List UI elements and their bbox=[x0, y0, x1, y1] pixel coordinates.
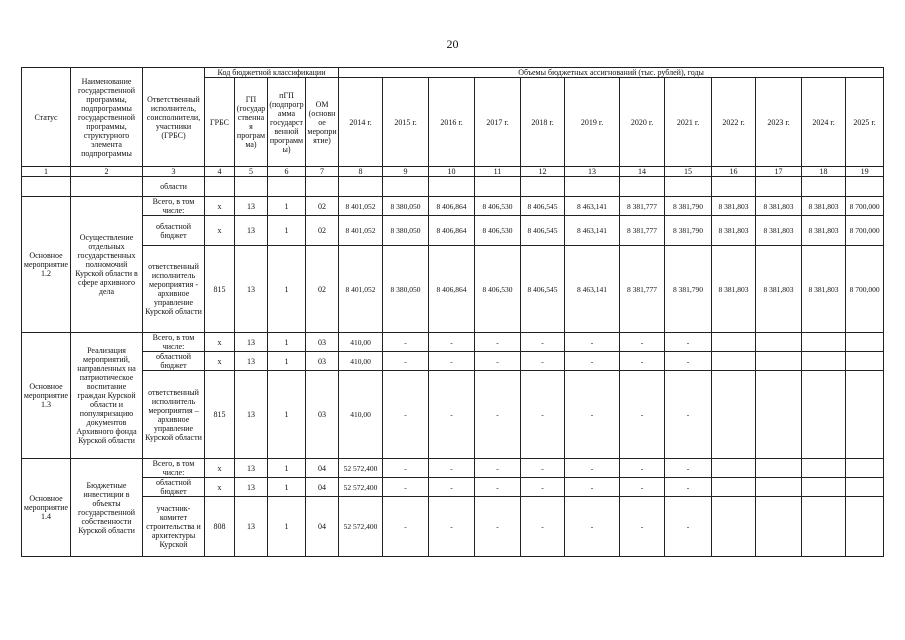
row-value: 8 381,777 bbox=[620, 216, 665, 246]
table-row bbox=[22, 216, 884, 246]
row-value: - bbox=[521, 459, 565, 478]
row-grbs: 808 bbox=[205, 497, 235, 557]
row-value bbox=[712, 333, 756, 352]
header-responsible: Ответственный исполнитель, соисполнители, участники (ГРБС) bbox=[143, 68, 205, 167]
row-value: - bbox=[475, 333, 521, 352]
row-value: 8 700,000 bbox=[846, 216, 884, 246]
row-value: 8 406,864 bbox=[429, 197, 475, 216]
row-responsible: Всего, в том числе: bbox=[143, 197, 205, 216]
row-value: - bbox=[383, 371, 429, 459]
column-number: 11 bbox=[475, 167, 521, 177]
row-value bbox=[846, 459, 884, 478]
column-number: 15 bbox=[665, 167, 712, 177]
header-year: 2024 г. bbox=[802, 78, 846, 167]
row-value bbox=[846, 333, 884, 352]
table-row bbox=[22, 497, 884, 557]
row-responsible: областной бюджет bbox=[143, 352, 205, 371]
row-program-name: Реализация мероприятий, направленных на патриотическое воспитание граждан Курской области и популяризацию документов Архивного фонда Курской области bbox=[71, 333, 143, 459]
row-value: 8 406,545 bbox=[521, 246, 565, 333]
row-value: 8 406,530 bbox=[475, 216, 521, 246]
row-value: - bbox=[665, 497, 712, 557]
row-value: - bbox=[620, 371, 665, 459]
row-gp: 13 bbox=[235, 478, 268, 497]
row-value: 410,00 bbox=[339, 333, 383, 352]
column-number: 2 bbox=[71, 167, 143, 177]
row-value: - bbox=[620, 497, 665, 557]
row-value: 8 700,000 bbox=[846, 197, 884, 216]
row-value: 8 381,803 bbox=[802, 246, 846, 333]
table-row bbox=[22, 478, 884, 497]
row-om: 02 bbox=[306, 246, 339, 333]
row-pgp: 1 bbox=[268, 216, 306, 246]
row-value: - bbox=[383, 497, 429, 557]
row-value bbox=[846, 371, 884, 459]
row-value: 8 381,803 bbox=[756, 246, 802, 333]
row-om: 03 bbox=[306, 333, 339, 352]
budget-table bbox=[21, 67, 884, 557]
header-year: 2016 г. bbox=[429, 78, 475, 167]
row-value bbox=[756, 497, 802, 557]
row-value: - bbox=[429, 478, 475, 497]
row-value bbox=[802, 352, 846, 371]
row-status: Основное мероприятие 1.3 bbox=[22, 333, 71, 459]
header-year: 2023 г. bbox=[756, 78, 802, 167]
header-year: 2017 г. bbox=[475, 78, 521, 167]
column-number: 14 bbox=[620, 167, 665, 177]
row-gp: 13 bbox=[235, 216, 268, 246]
row-value: - bbox=[665, 478, 712, 497]
column-number: 17 bbox=[756, 167, 802, 177]
row-value: - bbox=[475, 352, 521, 371]
row-responsible: Всего, в том числе: bbox=[143, 459, 205, 478]
row-om: 04 bbox=[306, 478, 339, 497]
row-value: 8 381,803 bbox=[712, 246, 756, 333]
column-number: 1 bbox=[22, 167, 71, 177]
header-gp: ГП (государственная программа) bbox=[235, 78, 268, 167]
row-value: 8 380,050 bbox=[383, 246, 429, 333]
row-value: - bbox=[475, 478, 521, 497]
row-value: - bbox=[620, 333, 665, 352]
row-value: - bbox=[665, 371, 712, 459]
row-value: - bbox=[565, 497, 620, 557]
row-status: Основное мероприятие 1.4 bbox=[22, 459, 71, 557]
column-number: 6 bbox=[268, 167, 306, 177]
row-value bbox=[712, 497, 756, 557]
row-value: - bbox=[521, 371, 565, 459]
row-value: - bbox=[429, 352, 475, 371]
continuation-row bbox=[22, 177, 884, 197]
column-number: 18 bbox=[802, 167, 846, 177]
row-value bbox=[802, 459, 846, 478]
table-row bbox=[22, 459, 884, 478]
row-value bbox=[756, 478, 802, 497]
header-year: 2025 г. bbox=[846, 78, 884, 167]
row-grbs: x bbox=[205, 478, 235, 497]
row-om: 02 bbox=[306, 197, 339, 216]
row-gp: 13 bbox=[235, 333, 268, 352]
header-pgp: пГП (подпрограмма государственной программы) bbox=[268, 78, 306, 167]
row-value: - bbox=[475, 459, 521, 478]
row-gp: 13 bbox=[235, 352, 268, 371]
row-gp: 13 bbox=[235, 497, 268, 557]
row-value bbox=[712, 352, 756, 371]
row-pgp: 1 bbox=[268, 459, 306, 478]
row-pgp: 1 bbox=[268, 352, 306, 371]
header-year: 2014 г. bbox=[339, 78, 383, 167]
row-value: 8 406,545 bbox=[521, 216, 565, 246]
row-value: 8 463,141 bbox=[565, 246, 620, 333]
row-value: 8 406,530 bbox=[475, 246, 521, 333]
row-gp: 13 bbox=[235, 246, 268, 333]
row-value: 8 381,777 bbox=[620, 197, 665, 216]
header-om: ОМ (основное мероприятие) bbox=[306, 78, 339, 167]
row-value bbox=[802, 371, 846, 459]
row-value: - bbox=[521, 333, 565, 352]
row-grbs: 815 bbox=[205, 246, 235, 333]
row-value: - bbox=[429, 459, 475, 478]
column-number: 10 bbox=[429, 167, 475, 177]
column-number: 13 bbox=[565, 167, 620, 177]
row-grbs: x bbox=[205, 216, 235, 246]
header-year: 2018 г. bbox=[521, 78, 565, 167]
column-number: 5 bbox=[235, 167, 268, 177]
row-value: 8 463,141 bbox=[565, 197, 620, 216]
row-value: - bbox=[429, 371, 475, 459]
row-value: - bbox=[620, 478, 665, 497]
row-value bbox=[802, 497, 846, 557]
row-om: 03 bbox=[306, 352, 339, 371]
row-pgp: 1 bbox=[268, 246, 306, 333]
column-number: 3 bbox=[143, 167, 205, 177]
header-grbs: ГРБС bbox=[205, 78, 235, 167]
row-value: - bbox=[475, 371, 521, 459]
column-number-row bbox=[22, 167, 884, 177]
row-grbs: 815 bbox=[205, 371, 235, 459]
row-value: 8 406,864 bbox=[429, 216, 475, 246]
column-number: 8 bbox=[339, 167, 383, 177]
row-value bbox=[756, 459, 802, 478]
row-responsible: Всего, в том числе: bbox=[143, 333, 205, 352]
row-value: 8 401,052 bbox=[339, 246, 383, 333]
row-pgp: 1 bbox=[268, 333, 306, 352]
row-value: - bbox=[429, 497, 475, 557]
row-om: 02 bbox=[306, 216, 339, 246]
row-value: - bbox=[383, 352, 429, 371]
row-value: 52 572,400 bbox=[339, 497, 383, 557]
row-value: - bbox=[565, 352, 620, 371]
row-value: 52 572,400 bbox=[339, 478, 383, 497]
row-value: - bbox=[521, 497, 565, 557]
table-row bbox=[22, 197, 884, 216]
row-pgp: 1 bbox=[268, 371, 306, 459]
header-status: Статус bbox=[22, 68, 71, 167]
row-value bbox=[846, 497, 884, 557]
header-year: 2015 г. bbox=[383, 78, 429, 167]
row-gp: 13 bbox=[235, 371, 268, 459]
row-value: - bbox=[665, 459, 712, 478]
row-grbs: x bbox=[205, 459, 235, 478]
row-value: - bbox=[565, 333, 620, 352]
row-value: - bbox=[383, 459, 429, 478]
column-number: 16 bbox=[712, 167, 756, 177]
row-value: 8 381,790 bbox=[665, 197, 712, 216]
row-responsible: участник-комитет строительства и архитектуры Курской bbox=[143, 497, 205, 557]
row-value: 8 700,000 bbox=[846, 246, 884, 333]
row-grbs: x bbox=[205, 333, 235, 352]
row-value: 8 380,050 bbox=[383, 197, 429, 216]
row-value: - bbox=[383, 333, 429, 352]
row-value: - bbox=[565, 459, 620, 478]
table-row bbox=[22, 246, 884, 333]
row-om: 04 bbox=[306, 497, 339, 557]
row-value: 8 381,803 bbox=[712, 216, 756, 246]
row-value: - bbox=[620, 352, 665, 371]
row-value: 8 406,545 bbox=[521, 197, 565, 216]
row-value: 8 401,052 bbox=[339, 197, 383, 216]
row-value bbox=[756, 333, 802, 352]
table-row bbox=[22, 333, 884, 352]
row-value: 52 572,400 bbox=[339, 459, 383, 478]
row-value bbox=[802, 478, 846, 497]
row-grbs: x bbox=[205, 352, 235, 371]
row-value: 8 463,141 bbox=[565, 216, 620, 246]
column-number: 7 bbox=[306, 167, 339, 177]
table-row bbox=[22, 371, 884, 459]
row-value bbox=[846, 352, 884, 371]
continuation-text: области bbox=[143, 177, 205, 197]
header-year: 2022 г. bbox=[712, 78, 756, 167]
row-responsible: ответственный исполнитель мероприятия - архивное управление Курской области bbox=[143, 246, 205, 333]
header-classification: Код бюджетной классификации bbox=[205, 68, 339, 78]
column-number: 12 bbox=[521, 167, 565, 177]
row-program-name: Бюджетные инвестиции в объекты государственной собственности Курской области bbox=[71, 459, 143, 557]
row-value: 8 406,864 bbox=[429, 246, 475, 333]
row-program-name: Осуществление отдельных государственных полномочий Курской области в сфере архивного дела bbox=[71, 197, 143, 333]
row-value: 410,00 bbox=[339, 371, 383, 459]
header-year: 2021 г. bbox=[665, 78, 712, 167]
table-row bbox=[22, 352, 884, 371]
row-om: 03 bbox=[306, 371, 339, 459]
row-value: 410,00 bbox=[339, 352, 383, 371]
row-value bbox=[802, 333, 846, 352]
row-value: 8 381,803 bbox=[756, 197, 802, 216]
row-value: 8 381,803 bbox=[802, 197, 846, 216]
header-year: 2019 г. bbox=[565, 78, 620, 167]
row-pgp: 1 bbox=[268, 478, 306, 497]
row-value: - bbox=[565, 478, 620, 497]
row-value: 8 381,803 bbox=[712, 197, 756, 216]
row-value: 8 381,777 bbox=[620, 246, 665, 333]
row-value: 8 401,052 bbox=[339, 216, 383, 246]
row-value bbox=[756, 371, 802, 459]
row-om: 04 bbox=[306, 459, 339, 478]
row-value: - bbox=[665, 333, 712, 352]
column-number: 4 bbox=[205, 167, 235, 177]
row-value bbox=[712, 478, 756, 497]
row-value: 8 380,050 bbox=[383, 216, 429, 246]
row-value bbox=[712, 459, 756, 478]
row-status: Основное мероприятие 1.2 bbox=[22, 197, 71, 333]
column-number: 19 bbox=[846, 167, 884, 177]
header-year: 2020 г. bbox=[620, 78, 665, 167]
row-value: - bbox=[521, 478, 565, 497]
row-value: 8 381,803 bbox=[756, 216, 802, 246]
row-value: - bbox=[429, 333, 475, 352]
row-value: - bbox=[475, 497, 521, 557]
row-responsible: ответственный исполнитель мероприятия – архивное управление Курской области bbox=[143, 371, 205, 459]
header-volumes: Объемы бюджетных ассигнований (тыс. рублей), годы bbox=[339, 68, 884, 78]
row-gp: 13 bbox=[235, 459, 268, 478]
row-value: 8 381,790 bbox=[665, 246, 712, 333]
row-value: - bbox=[565, 371, 620, 459]
page-number: 20 bbox=[446, 37, 459, 51]
row-pgp: 1 bbox=[268, 197, 306, 216]
row-value: - bbox=[521, 352, 565, 371]
row-pgp: 1 bbox=[268, 497, 306, 557]
row-responsible: областной бюджет bbox=[143, 216, 205, 246]
row-value bbox=[756, 352, 802, 371]
row-value: 8 381,803 bbox=[802, 216, 846, 246]
row-value: 8 381,790 bbox=[665, 216, 712, 246]
row-grbs: x bbox=[205, 197, 235, 216]
row-value: - bbox=[665, 352, 712, 371]
row-responsible: областной бюджет bbox=[143, 478, 205, 497]
row-gp: 13 bbox=[235, 197, 268, 216]
column-number: 9 bbox=[383, 167, 429, 177]
row-value bbox=[846, 478, 884, 497]
header-program-name: Наименование государственной программы, подпрограммы государственной программы, структурного элемента подпрограммы bbox=[71, 68, 143, 167]
row-value bbox=[712, 371, 756, 459]
row-value: - bbox=[383, 478, 429, 497]
row-value: 8 406,530 bbox=[475, 197, 521, 216]
row-value: - bbox=[620, 459, 665, 478]
